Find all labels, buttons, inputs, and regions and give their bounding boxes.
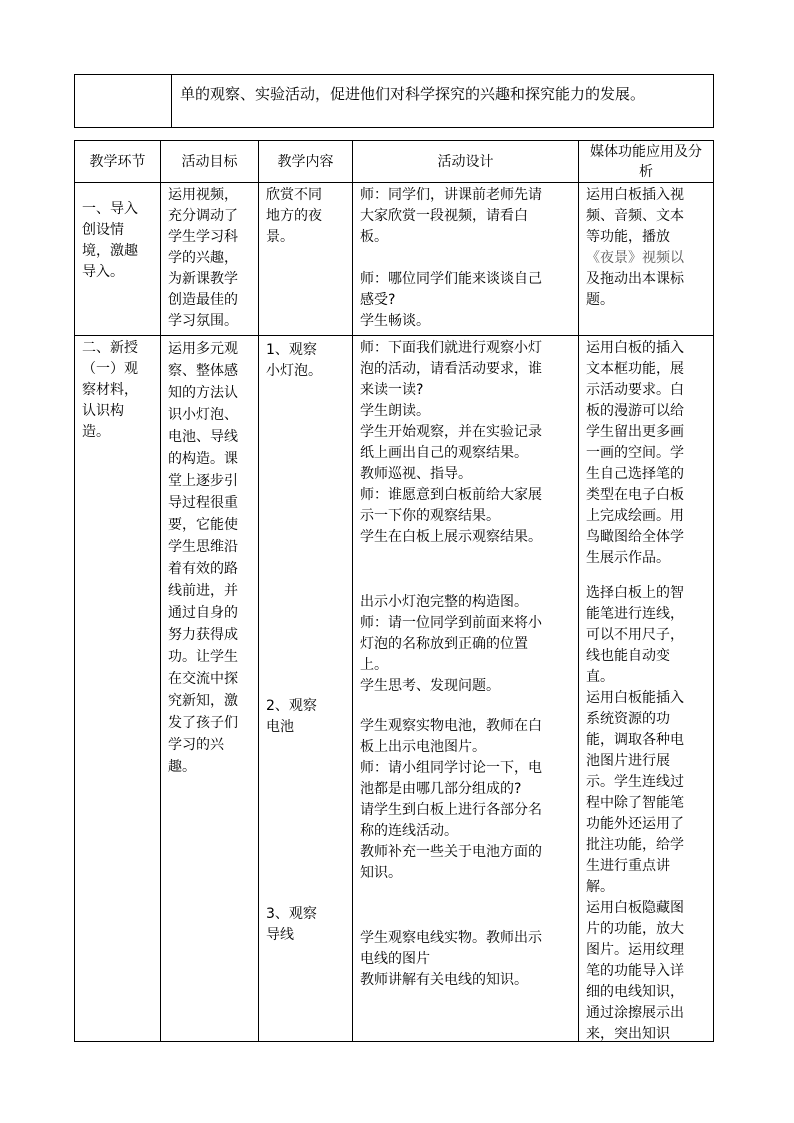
new-design-cell: [353, 336, 579, 1042]
design-battery-line: 称的连线活动。: [360, 823, 458, 839]
new-goal-cell: [161, 336, 259, 1042]
design-bulb-line: 学生开始观察，并在实验记录: [360, 424, 542, 440]
intro-goal-line: 学生学习科: [168, 229, 238, 245]
new-goal-line: 努力获得成: [168, 627, 238, 643]
intro-goal-line: 创造最佳的: [168, 292, 238, 308]
top-row: [75, 75, 714, 128]
new-media-cell: [579, 336, 714, 1042]
media-bulb-line: 上完成绘画。用: [586, 508, 684, 524]
content-observe-battery-line: 电池: [266, 719, 294, 735]
media-line: 能，调取各种电: [586, 732, 684, 748]
media-bulb-line: 鸟瞰图给全体学: [586, 529, 684, 545]
intro-design-line: 感受?: [360, 292, 396, 308]
new-goal-line: 线前进，并: [168, 583, 238, 599]
design-battery-line: 学生观察实物电池，教师在白: [360, 718, 542, 734]
new-goal-line: 在交流中探: [168, 671, 238, 687]
header-content: 教学内容: [259, 141, 353, 183]
intro-media-line: 及拖动出本课标: [586, 271, 684, 287]
intro-media-line: 等功能，播放: [586, 229, 670, 245]
design-bulb-line: 师：下面我们就进行观察小灯: [360, 340, 542, 356]
new-goal-line: 运用多元观: [168, 341, 238, 357]
media-line: 细的电线知识，: [586, 984, 684, 1000]
content-observe-bulb-line: 1、观察: [266, 342, 317, 358]
media-line: 笔的功能导入详: [586, 963, 684, 979]
design-bulb-line: 纸上画出自己的观察结果。: [360, 445, 528, 461]
media-line: 可以不用尺子，: [586, 627, 684, 643]
design-wire-line: 学生观察电线实物。教师出示: [360, 930, 542, 946]
design-structure-line: 出示小灯泡完整的构造图。: [360, 594, 528, 610]
design-bulb-line: 教师巡视、指导。: [360, 466, 472, 482]
design-structure-line: 师：请一位同学到前面来将小: [360, 615, 542, 631]
intro-content-line: 景。: [266, 229, 294, 245]
intro-goal-line: 充分调动了: [168, 208, 238, 224]
intro-design-line: 大家欣赏一段视频，请看白: [360, 208, 528, 224]
design-bulb-line: 泡的活动，请看活动要求，谁: [360, 361, 542, 377]
design-structure-line: 学生思考、发现问题。: [360, 678, 500, 694]
table-row-intro: [75, 183, 714, 336]
new-stage-line: （一）观: [82, 361, 138, 377]
media-line: 示。学生连线过: [586, 774, 684, 790]
new-goal-line: 识小灯泡、: [168, 407, 238, 423]
design-structure-line: 上。: [360, 657, 388, 673]
media-line: 功能外还运用了: [586, 816, 684, 832]
media-line: 能笔进行连线，: [586, 606, 684, 622]
new-goal-line: 着有效的路: [168, 561, 238, 577]
intro-stage-line: 境，激趣: [82, 243, 138, 259]
intro-media-cell: [579, 183, 714, 336]
design-structure-line: 灯泡的名称放到正确的位置: [360, 636, 528, 652]
header-design: 活动设计: [353, 141, 579, 183]
media-bulb-line: 类型在电子白板: [586, 487, 684, 503]
design-battery-line: 板上出示电池图片。: [360, 739, 486, 755]
intro-media-line: 题。: [586, 292, 614, 308]
new-stage-cell: [75, 336, 161, 1042]
content-observe-bulb-line: 小灯泡。: [266, 363, 322, 379]
new-goal-line: 趣。: [168, 759, 196, 775]
media-line: 生进行重点讲: [586, 858, 670, 874]
design-bulb-line: 示一下你的观察结果。: [360, 508, 500, 524]
media-bulb-line: 一画的空间。学: [586, 445, 684, 461]
design-bulb-line: 来读一读?: [360, 382, 424, 398]
media-bulb-line: 板的漫游可以给: [586, 403, 684, 419]
intro-goal-line: 学的兴趣，: [168, 250, 238, 266]
intro-stage-cell: [75, 183, 161, 336]
design-wire-line: 教师讲解有关电线的知识。: [360, 972, 528, 988]
media-line: 图片。运用纹理: [586, 942, 684, 958]
intro-content-cell: [259, 183, 353, 336]
intro-stage-line: 创设情: [82, 222, 124, 238]
intro-design-cell: [353, 183, 579, 336]
media-line: 来，突出知识: [586, 1026, 670, 1042]
new-goal-line: 通过自身的: [168, 605, 238, 621]
media-bulb-line: 运用白板的插入: [586, 340, 684, 356]
intro-media-line: 频、音频、文本: [586, 208, 684, 224]
design-wire-line: 电线的图片: [360, 951, 430, 967]
media-bulb-line: 示活动要求。白: [586, 382, 684, 398]
new-goal-line: 知的方法认: [168, 385, 238, 401]
table-row-new-lesson: [75, 336, 714, 1042]
media-line: 运用白板能插入: [586, 690, 684, 706]
media-line: 系统资源的功: [586, 711, 670, 727]
media-bulb-line: 学生留出更多画: [586, 424, 684, 440]
new-stage-line: 二、新授: [82, 340, 138, 356]
design-bulb-line: 学生朗读。: [360, 403, 430, 419]
media-bulb-line: 生自己选择笔的: [586, 466, 684, 482]
media-line: 线也能自动变: [586, 648, 670, 664]
media-bulb-line: 文本框功能，展: [586, 361, 684, 377]
intro-content-line: 欣赏不同: [266, 187, 322, 203]
media-line: 批注功能，给学: [586, 837, 684, 853]
new-goal-line: 功。让学生: [168, 649, 238, 665]
top-text-cell: 单的观察、实验活动，促进他们对科学探究的兴趣和探究能力的发展。: [172, 75, 714, 128]
top-left-cell: [75, 75, 172, 128]
media-line: 通过涂擦展示出: [586, 1005, 684, 1021]
design-battery-line: 教师补充一些关于电池方面的: [360, 844, 542, 860]
intro-media-line: 运用白板插入视: [586, 187, 684, 203]
intro-design-line: 学生畅谈。: [360, 313, 430, 329]
intro-content-line: 地方的夜: [266, 208, 322, 224]
media-line: 池图片进行展: [586, 753, 670, 769]
new-goal-line: 堂上逐步引: [168, 473, 238, 489]
new-goal-line: 学习的兴: [168, 737, 224, 753]
new-goal-line: 要，它能使: [168, 517, 238, 533]
media-line: 运用白板隐藏图: [586, 900, 684, 916]
media-line: 选择白板上的智: [586, 585, 684, 601]
media-line: 程中除了智能笔: [586, 795, 684, 811]
intro-goal-line: 运用视频，: [168, 187, 238, 203]
intro-media-line: 《夜景》视频以: [586, 250, 684, 266]
new-stage-line: 认识构: [82, 403, 124, 419]
header-media: 媒体功能应用及分析: [579, 141, 714, 183]
content-observe-wire-line: 导线: [266, 927, 294, 943]
intro-design-line: 师：哪位同学们能来谈谈自己: [360, 271, 542, 287]
design-battery-line: 池都是由哪几部分组成的?: [360, 781, 522, 797]
new-goal-line: 发了孩子们: [168, 715, 238, 731]
new-goal-line: 导过程很重: [168, 495, 238, 511]
top-continuation-table: [74, 74, 714, 128]
design-battery-line: 师：请小组同学讨论一下，电: [360, 760, 542, 776]
intro-stage-line: 导入。: [82, 264, 124, 280]
lesson-plan-table: [74, 140, 714, 1042]
content-observe-wire-line: 3、观察: [266, 906, 317, 922]
new-stage-line: 察材料，: [82, 382, 138, 398]
design-battery-line: 请学生到白板上进行各部分名: [360, 802, 542, 818]
new-content-cell: [259, 336, 353, 1042]
intro-goal-line: 为新课教学: [168, 271, 238, 287]
new-goal-line: 学生思维沿: [168, 539, 238, 555]
intro-goal-line: 学习氛围。: [168, 313, 238, 329]
header-goal: 活动目标: [161, 141, 259, 183]
design-battery-line: 知识。: [360, 865, 402, 881]
design-bulb-line: 师：谁愿意到白板前给大家展: [360, 487, 542, 503]
new-stage-line: 造。: [82, 424, 110, 440]
new-goal-line: 究新知，激: [168, 693, 238, 709]
intro-design-line: 师：同学们，讲课前老师先请: [360, 187, 542, 203]
new-goal-line: 察、整体感: [168, 363, 238, 379]
media-line: 直。: [586, 669, 614, 685]
header-row: [75, 141, 714, 183]
design-bulb-line: 学生在白板上展示观察结果。: [360, 529, 542, 545]
intro-stage-line: 一、导入: [82, 201, 138, 217]
header-stage: 教学环节: [75, 141, 161, 183]
intro-design-line: 板。: [360, 229, 388, 245]
media-line: 片的功能，放大: [586, 921, 684, 937]
new-goal-line: 的构造。课: [168, 451, 238, 467]
content-observe-battery-line: 2、观察: [266, 698, 317, 714]
new-goal-line: 电池、导线: [168, 429, 238, 445]
intro-goal-cell: [161, 183, 259, 336]
media-bulb-line: 生展示作品。: [586, 550, 670, 566]
media-line: 解。: [586, 879, 614, 895]
